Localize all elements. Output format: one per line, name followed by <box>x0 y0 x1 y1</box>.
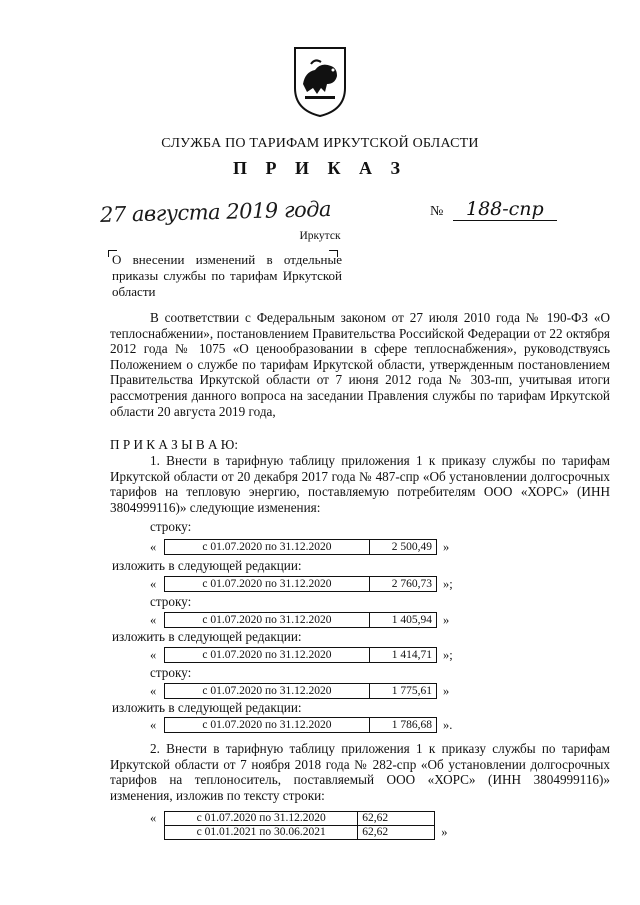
tariff-row <box>150 647 453 663</box>
tariff-row <box>150 683 449 699</box>
tariff-box <box>164 539 437 555</box>
table-row <box>165 826 434 840</box>
open-quote: « <box>150 612 157 627</box>
tariff-value: 62,62 <box>362 812 389 824</box>
tariff-grid <box>164 811 435 840</box>
open-quote: « <box>150 683 157 698</box>
tariff-period: с 01.07.2020 по 31.12.2020 <box>165 684 370 698</box>
open-quote: « <box>150 576 157 591</box>
tariff-box <box>164 612 437 628</box>
agency-name: СЛУЖБА ПО ТАРИФАМ ИРКУТСКОЙ ОБЛАСТИ <box>161 136 479 151</box>
close-quote: »; <box>443 576 453 591</box>
label-new: изложить в следующей редакции: <box>112 700 302 715</box>
tariff-value: 1 405,94 <box>391 614 432 626</box>
city-name: Иркутск <box>299 230 341 242</box>
preamble-paragraph: В соответствии с Федеральным законом от 27 июля 2010 года № 190-ФЗ «О теплоснабжении», постановлением Правительства Российской Федерации от 22 октября 2012 года № 1075 «О ценообразовании в сфере теплоснабжения», руководствуясь Положением о службе по тарифам Иркутской области, утвержденным постановлением Правительства Иркутской области от 7 июня 2012 года № 303-пп, учитывая итоги рассмотрения данного вопроса на заседании Правления службы по тарифам Иркутской области 20 августа 2019 года, <box>110 310 610 419</box>
label-new: изложить в следующей редакции: <box>112 558 302 573</box>
tariff-period: с 01.07.2020 по 31.12.2020 <box>165 648 370 662</box>
open-quote: « <box>150 647 157 662</box>
document-number <box>430 198 557 221</box>
tariff-value: 2 760,73 <box>391 578 432 590</box>
label-row: строку: <box>150 594 192 609</box>
close-quote: » <box>443 612 450 627</box>
item2-paragraph: 2. Внести в тарифную таблицу приложения 1 к приказу службы по тарифам Иркутской области от 7 ноября 2018 года № 282-спр «Об установлении долгосрочных тарифов на теплоноситель, поставляемый ООО «ХОРС» (ИНН 3804999116)» изменения, изложив по тексту строки: <box>110 741 610 803</box>
label-row: строку: <box>150 665 192 680</box>
tariff-period: с 01.07.2020 по 31.12.2020 <box>165 577 370 591</box>
tariff-row <box>150 576 453 592</box>
handwritten-number: 188-спр <box>453 198 557 221</box>
order-subject: О внесении изменений в отдельные приказы службы по тарифам Иркутской области <box>112 252 342 299</box>
tariff-value: 1 786,68 <box>391 719 432 731</box>
handwritten-date: 27 августа 2019 года <box>99 196 332 228</box>
tariff-row <box>150 717 452 733</box>
tariff-value: 2 500,49 <box>391 541 432 553</box>
table-row <box>165 812 434 826</box>
tariff-period: с 01.07.2020 по 31.12.2020 <box>165 812 358 825</box>
tariff-row <box>150 612 449 628</box>
tariff-value: 1 775,61 <box>391 685 432 697</box>
document-title: П Р И К А З <box>232 158 408 178</box>
open-quote: « <box>150 539 157 554</box>
tariff-table-2 <box>150 811 448 840</box>
open-quote: « <box>150 717 157 732</box>
tariff-value: 62,62 <box>362 826 389 838</box>
close-quote: » <box>441 825 448 839</box>
tariff-box <box>164 717 437 733</box>
tariff-row <box>150 539 449 555</box>
close-quote: ». <box>443 717 453 732</box>
tariff-box <box>164 683 437 699</box>
open-quote: « <box>150 811 157 825</box>
tariff-box <box>164 647 437 663</box>
label-new: изложить в следующей редакции: <box>112 629 302 644</box>
close-quote: » <box>443 539 450 554</box>
label-row: строку: <box>150 519 192 534</box>
tariff-period: с 01.07.2020 по 31.12.2020 <box>165 540 370 554</box>
tariff-period: с 01.01.2021 по 30.06.2021 <box>165 826 358 839</box>
item1-paragraph: 1. Внести в тарифную таблицу приложения 1 к приказу службы по тарифам Иркутской области от 20 декабря 2017 года № 487-спр «Об установлении долгосрочных тарифов на тепловую энергию, поставляемую потребителям ООО «ХОРС» (ИНН 3804999116)» следующие изменения: <box>110 453 610 515</box>
close-quote: » <box>443 683 450 698</box>
close-quote: »; <box>443 647 453 662</box>
number-prefix: № <box>430 204 444 219</box>
coat-of-arms-emblem <box>291 44 349 118</box>
tariff-value: 1 414,71 <box>391 649 432 661</box>
tariff-period: с 01.07.2020 по 31.12.2020 <box>165 613 370 627</box>
tariff-period: с 01.07.2020 по 31.12.2020 <box>165 718 370 732</box>
tariff-box <box>164 576 437 592</box>
order-word: П Р И К А З Ы В А Ю: <box>110 437 239 452</box>
